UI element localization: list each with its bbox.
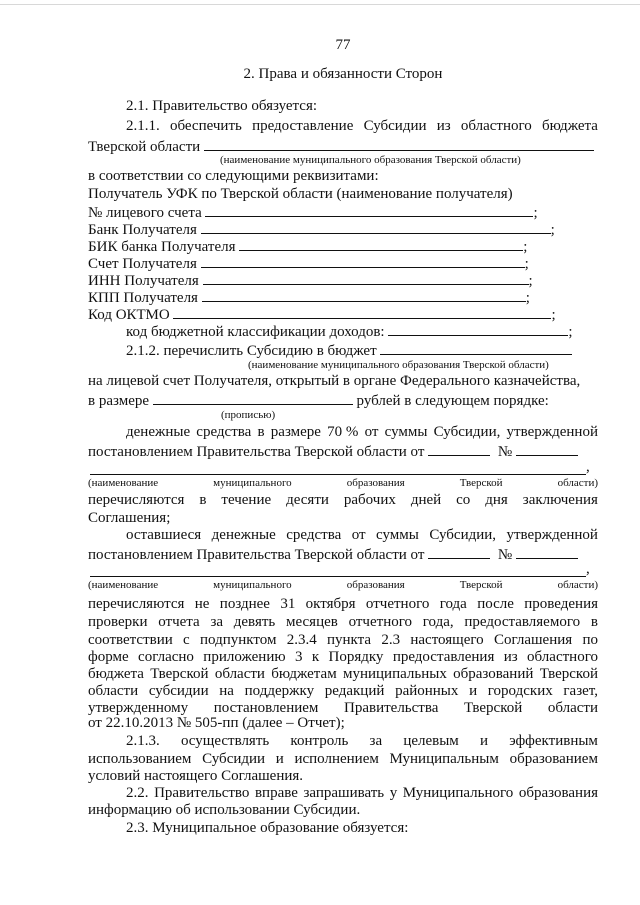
clause-2-1-3-line2: [88, 751, 598, 768]
word: 2.3: [381, 632, 401, 648]
blank-line: [90, 576, 586, 577]
word: года: [439, 596, 467, 612]
word: бюджета: [541, 118, 598, 134]
word: областного: [460, 118, 532, 134]
word: суммы: [384, 424, 428, 440]
word: (наименование: [88, 477, 159, 489]
req-label: КПП Получателя: [88, 290, 198, 306]
word: предоставляемого: [464, 614, 581, 630]
word: бюджетам: [271, 666, 337, 682]
req-label: БИК банка Получателя: [88, 239, 236, 255]
word: суммы: [376, 527, 419, 543]
word: в: [257, 424, 265, 440]
punct: ;: [525, 290, 530, 306]
word: использованием: [88, 751, 192, 767]
word: средства: [196, 424, 252, 440]
blank-field: [204, 137, 594, 151]
word: рабочих: [343, 492, 396, 508]
word: Тверской: [539, 666, 598, 682]
word: не: [194, 596, 210, 612]
req-label: Банк Получателя: [88, 222, 197, 238]
paragraph-line: [88, 683, 598, 700]
req-label: № лицевого счета: [88, 205, 202, 221]
word: муниципального: [213, 477, 292, 489]
blank-field: [201, 254, 525, 268]
word: проведения: [524, 596, 598, 612]
word: 2.1.1.: [126, 118, 160, 134]
word: года,: [422, 614, 454, 630]
scan-border: [0, 4, 640, 5]
word: из: [503, 649, 518, 665]
word: муниципального: [213, 579, 292, 591]
word: проверки: [88, 614, 148, 630]
word: городских: [487, 683, 553, 699]
word: поддержку: [244, 683, 315, 699]
resolution-text: постановлением Правительства Тверской области от: [88, 444, 425, 460]
word: постановлением: [213, 700, 319, 716]
transfer-10-line: [88, 492, 598, 509]
recipient-ufk: Получатель УФК по Тверской области (наименование получателя): [88, 186, 513, 202]
word: перечисляются: [88, 492, 185, 508]
word: Тверской: [459, 477, 503, 489]
clause-2-1-1-line1: [126, 118, 598, 135]
word: дней: [410, 492, 442, 508]
word: пункта: [327, 632, 372, 648]
word: целевым: [403, 733, 459, 749]
word: месяцев: [285, 614, 338, 630]
word: заключения: [522, 492, 598, 508]
word: подпунктом: [200, 632, 277, 648]
word: размере: [270, 424, 321, 440]
word: запрашивать: [303, 785, 385, 801]
word: 70 %: [327, 424, 359, 440]
word: редакций: [324, 683, 385, 699]
word: у: [389, 785, 398, 801]
word: обеспечить: [169, 118, 242, 134]
amount-prefix: в размере: [88, 393, 150, 409]
word: утвержденному: [88, 700, 189, 716]
later-last-line: от 22.10.2013 № 505-пп (далее – Отчет);: [88, 715, 345, 731]
word: оставшиеся: [126, 527, 202, 543]
req-label: ИНН Получателя: [88, 273, 199, 289]
word: области: [547, 700, 598, 716]
word: 31: [280, 596, 296, 612]
word: настоящего: [410, 632, 484, 648]
word: за: [369, 733, 383, 749]
blank-field: [239, 237, 523, 251]
word: отчетного: [348, 614, 412, 630]
punct: ;: [528, 273, 533, 289]
word: и: [479, 733, 489, 749]
word: приложению: [203, 649, 286, 665]
clause-2-2-last: информацию об использовании Субсидии.: [88, 802, 361, 818]
number-sign: №: [497, 547, 513, 563]
punct: ;: [533, 205, 538, 221]
caption-in-words: (прописью): [221, 409, 276, 421]
clause-2-2-line1: [126, 785, 598, 802]
word: и: [275, 751, 284, 767]
word: девять: [233, 614, 276, 630]
remaining-line1: [126, 527, 598, 544]
blank-field: [203, 271, 529, 285]
word: области): [557, 579, 598, 591]
word: районных: [395, 683, 459, 699]
word: Субсидии,: [433, 424, 501, 440]
word: образования: [346, 579, 405, 591]
word: от: [364, 424, 379, 440]
requisites-intro: в соответствии со следующими реквизитами:: [88, 168, 379, 184]
word: осуществлять: [180, 733, 270, 749]
clause-2-1-3-last: условий настоящего Соглашения.: [88, 768, 304, 784]
word: области: [88, 683, 139, 699]
resolution-text: постановлением Правительства Тверской области от: [88, 547, 425, 563]
word: Тверской: [459, 579, 503, 591]
blank-field: [202, 288, 526, 302]
word: Субсидии,: [429, 527, 497, 543]
caption-mo: (наименование муниципального образования Тверской области): [220, 154, 521, 166]
word: форме: [88, 649, 129, 665]
word: бюджета: [88, 666, 144, 682]
blank-field: [173, 305, 551, 319]
word: дня: [485, 492, 508, 508]
clause-2-1-2: [88, 341, 636, 360]
word: отчета: [158, 614, 200, 630]
caption-mo-4: [88, 579, 598, 592]
word: денежные: [126, 424, 191, 440]
word: в: [199, 492, 207, 508]
word: Муниципальным: [389, 751, 499, 767]
paragraph-line: [88, 632, 598, 649]
word: предоставления: [392, 649, 495, 665]
punct: ,: [586, 561, 590, 577]
word: вправе: [254, 785, 298, 801]
word: субсидии: [148, 683, 209, 699]
resolution-line-1: [88, 442, 598, 461]
section-title: 2. Права и обязанности Сторон: [243, 66, 443, 82]
punct: ,: [586, 459, 590, 475]
word: средства: [286, 527, 342, 543]
word: 2.2.: [126, 785, 149, 801]
word: области): [557, 477, 598, 489]
word: Порядку: [328, 649, 384, 665]
word: в: [590, 614, 598, 630]
clause-2-1-3-line1: [126, 733, 598, 750]
agreement-semicolon: Соглашения;: [88, 510, 171, 526]
word: областного: [527, 649, 598, 665]
word: после: [477, 596, 514, 612]
req-label: Счет Получателя: [88, 256, 197, 272]
amount-suffix: рублей в следующем порядке:: [356, 393, 549, 409]
resolution-line-2: [88, 545, 598, 564]
word: с: [183, 632, 190, 648]
blank-field: [380, 341, 572, 355]
req-label: код бюджетной классификации доходов:: [126, 324, 385, 340]
amount-line: [88, 391, 598, 410]
word: и: [469, 683, 478, 699]
word: денежные: [211, 527, 276, 543]
caption-mo-3: [88, 477, 598, 490]
punct: ;: [524, 256, 529, 272]
word: по: [582, 632, 598, 648]
req-label: Код ОКТМО: [88, 307, 170, 323]
word: образования: [346, 477, 405, 489]
word: Тверской: [150, 666, 209, 682]
blank-field: [153, 391, 353, 405]
word: перечисляются: [88, 596, 185, 612]
blank-date: [428, 442, 490, 456]
number-sign: №: [497, 444, 513, 460]
req-kbk-row: [88, 322, 636, 341]
word: исполнением: [294, 751, 379, 767]
punct: ;: [550, 222, 555, 238]
word: 3: [294, 649, 303, 665]
word: образования: [518, 785, 598, 801]
punct: ;: [568, 324, 573, 340]
word: Правительство: [154, 785, 250, 801]
word: утвержденной: [506, 527, 598, 543]
caption-mo-2: (наименование муниципального образования Тверской области): [248, 359, 549, 371]
punct: ;: [523, 239, 528, 255]
blank-date: [428, 545, 490, 559]
clause-2-1: 2.1. Правительство обязуется:: [126, 98, 318, 114]
word: Соглашения: [493, 632, 573, 648]
word: Субсидии: [202, 751, 266, 767]
blank-field: [388, 322, 568, 336]
paragraph-line: [88, 649, 598, 666]
word: согласно: [138, 649, 194, 665]
word: 2.1.3.: [126, 733, 160, 749]
word: отчетного: [365, 596, 430, 612]
word: октября: [305, 596, 356, 612]
punct: ;: [551, 307, 556, 323]
word: от: [351, 527, 366, 543]
word: образований: [453, 666, 534, 682]
p70-line1: [126, 424, 598, 441]
blank-field: [201, 220, 551, 234]
word: (наименование: [88, 579, 159, 591]
word: десяти: [286, 492, 329, 508]
blank-number: [516, 545, 578, 559]
paragraph-line: [88, 666, 598, 683]
blank-field: [205, 203, 533, 217]
word: течение: [221, 492, 272, 508]
clause-2-3: 2.3. Муниципальное образование обязуется:: [126, 820, 409, 836]
word: позднее: [219, 596, 270, 612]
word: из: [436, 118, 451, 134]
word: за: [210, 614, 224, 630]
word: к: [311, 649, 320, 665]
word: утвержденной: [506, 424, 598, 440]
word: Муниципального: [402, 785, 514, 801]
word: образованием: [509, 751, 598, 767]
word: 2.3.4: [286, 632, 317, 648]
to-account-line: на лицевой счет Получателя, открытый в органе Федерального казначейства,: [88, 373, 581, 389]
word: предоставление: [252, 118, 354, 134]
word: на: [219, 683, 234, 699]
word: муниципальных: [342, 666, 447, 682]
word: области: [214, 666, 265, 682]
word: со: [456, 492, 471, 508]
paragraph-line: [88, 614, 598, 631]
word: соответствии: [88, 632, 173, 648]
word: эффективным: [509, 733, 598, 749]
blank-line: [90, 474, 586, 475]
clause-text: 2.1.2. перечислить Субсидию в бюджет: [126, 343, 377, 359]
word: Правительства: [344, 700, 439, 716]
word: газет,: [563, 683, 598, 699]
paragraph-line: [88, 596, 598, 613]
blank-number: [516, 442, 578, 456]
word: Тверской: [463, 700, 523, 716]
region-text: Тверской области: [88, 139, 201, 155]
word: контроль: [290, 733, 349, 749]
word: Субсидии: [363, 118, 427, 134]
page-number: 77: [335, 37, 351, 53]
